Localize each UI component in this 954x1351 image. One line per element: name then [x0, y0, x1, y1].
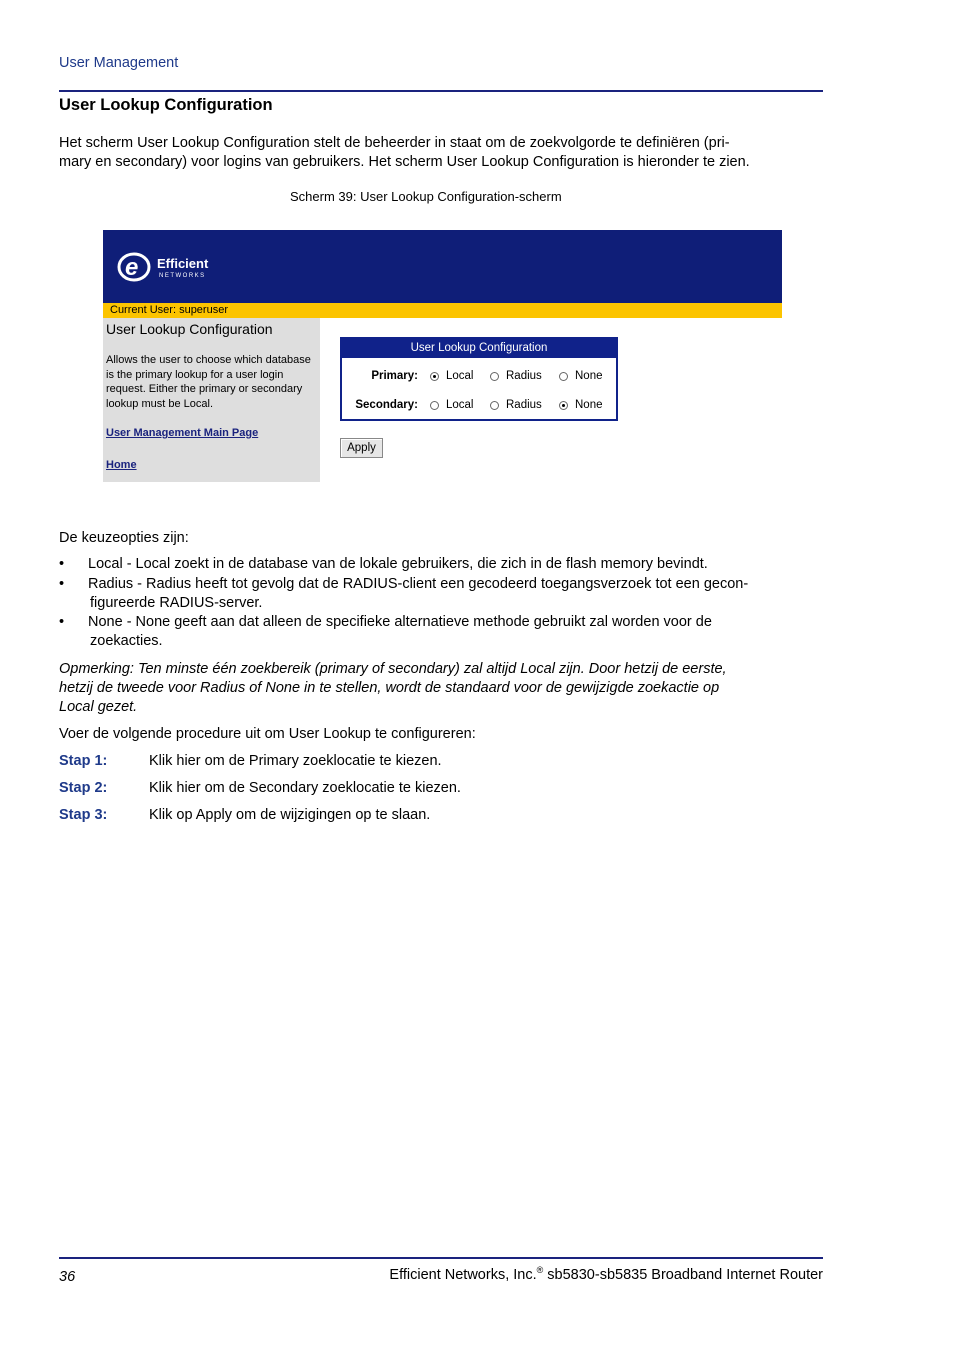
- secondary-local-label: Local: [446, 399, 474, 411]
- config-box-title: User Lookup Configuration: [342, 339, 616, 358]
- intro-line-1: Het scherm User Lookup Configuration stelt de beheerder in staat om de zoekvolgorde te definiëren (pri-: [59, 135, 730, 151]
- bullet-text: None - None geeft aan dat alleen de specifieke alternatieve methode gebruikt zal worden voor de: [88, 614, 712, 630]
- svg-text:e: e: [125, 254, 139, 281]
- user-management-main-link[interactable]: User Management Main Page: [106, 427, 259, 439]
- step-number: Stap 3:: [59, 807, 108, 823]
- secondary-none-label: None: [575, 399, 603, 411]
- footer-product-name: sb5830-sb5835 Broadband Internet Router: [543, 1266, 823, 1283]
- step-1: [59, 753, 442, 769]
- bullet-local: [59, 555, 834, 574]
- page-title: User Lookup Configuration: [59, 96, 273, 114]
- note-line-3: Local gezet.: [59, 699, 138, 715]
- intro-line-2: mary en secondary) voor logins van gebruikers. Het scherm User Lookup Configuration is hieronder te zien.: [59, 154, 750, 170]
- secondary-label: Secondary:: [355, 399, 418, 411]
- side-title: User Lookup Configuration: [106, 321, 273, 337]
- footer-reg: ®: [536, 1265, 544, 1275]
- bullet-dot: •: [59, 576, 65, 592]
- primary-none-label: None: [575, 370, 603, 382]
- bullet-none: [59, 613, 834, 651]
- secondary-row: [342, 396, 616, 416]
- figure-caption: Scherm 39: User Lookup Configuration-scherm: [290, 189, 562, 204]
- footer-company: Efficient Networks, Inc.: [389, 1266, 537, 1283]
- bullet-text-cont: figureerde RADIUS-server.: [90, 595, 263, 611]
- header-rule: [59, 90, 823, 92]
- primary-none-radio[interactable]: [559, 372, 568, 381]
- step-text: Klik op Apply om de wijzigingen op te slaan.: [149, 807, 431, 823]
- efficient-logo-icon: [117, 250, 257, 284]
- bullet-text: Radius - Radius heeft tot gevolg dat de RADIUS-client een gecodeerd toegangsverzoek tot een gecon-: [88, 576, 749, 592]
- home-link[interactable]: Home: [106, 459, 137, 471]
- note-line-2: hetzij de tweede voor Radius of None in te stellen, wordt de standaard voor de gewijzigde zoekactie op: [59, 680, 720, 696]
- primary-label: Primary:: [371, 370, 418, 382]
- bullet-text: Local - Local zoekt in de database van de lokale gebruikers, die zich in de flash memory bevindt.: [88, 556, 708, 572]
- section-label: User Management: [59, 55, 179, 71]
- bullet-radius: [59, 575, 834, 613]
- secondary-radius-label: Radius: [506, 399, 542, 411]
- primary-local-label: Local: [446, 370, 474, 382]
- page-number: 36: [59, 1269, 76, 1285]
- apply-button[interactable]: Apply: [340, 438, 383, 458]
- screenshot-figure: [103, 230, 782, 482]
- bullet-dot: •: [59, 556, 65, 572]
- svg-text:NETWORKS: NETWORKS: [159, 273, 206, 279]
- step-text: Klik hier om de Secondary zoeklocatie te kiezen.: [149, 780, 461, 796]
- step-number: Stap 1:: [59, 753, 108, 769]
- intro-paragraph: [59, 134, 834, 172]
- bullet-dot: •: [59, 614, 65, 630]
- primary-radius-label: Radius: [506, 370, 542, 382]
- primary-row: [342, 367, 616, 387]
- footer-rule: [59, 1257, 823, 1259]
- screenshot-header: [103, 230, 782, 303]
- step-2: [59, 780, 461, 796]
- bullet-text-cont: zoekacties.: [90, 633, 163, 649]
- side-description: Allows the user to choose which database is the primary lookup for a user login request. Either the primary or secondary lookup must be Local.: [106, 354, 311, 410]
- lookup-config-box: [340, 337, 618, 421]
- procedure-intro: Voer de volgende procedure uit om User Lookup te configureren:: [59, 726, 476, 742]
- note: [59, 660, 834, 717]
- secondary-none-radio[interactable]: [559, 401, 568, 410]
- footer-product: [389, 1265, 823, 1283]
- step-text: Klik hier om de Primary zoeklocatie te kiezen.: [149, 753, 442, 769]
- current-user-bar: [103, 303, 782, 318]
- side-panel: [103, 318, 320, 482]
- step-3: [59, 807, 430, 823]
- current-user-text: Current User: superuser: [110, 304, 228, 316]
- svg-text:Efficient: Efficient: [157, 256, 209, 271]
- secondary-radius-radio[interactable]: [490, 401, 499, 410]
- note-line-1: Opmerking: Ten minste één zoekbereik (primary of secondary) zal altijd Local zijn. Door hetzij de eerste,: [59, 661, 727, 677]
- secondary-local-radio[interactable]: [430, 401, 439, 410]
- primary-local-radio[interactable]: [430, 372, 439, 381]
- choices-intro: De keuzeopties zijn:: [59, 530, 189, 546]
- step-number: Stap 2:: [59, 780, 108, 796]
- primary-radius-radio[interactable]: [490, 372, 499, 381]
